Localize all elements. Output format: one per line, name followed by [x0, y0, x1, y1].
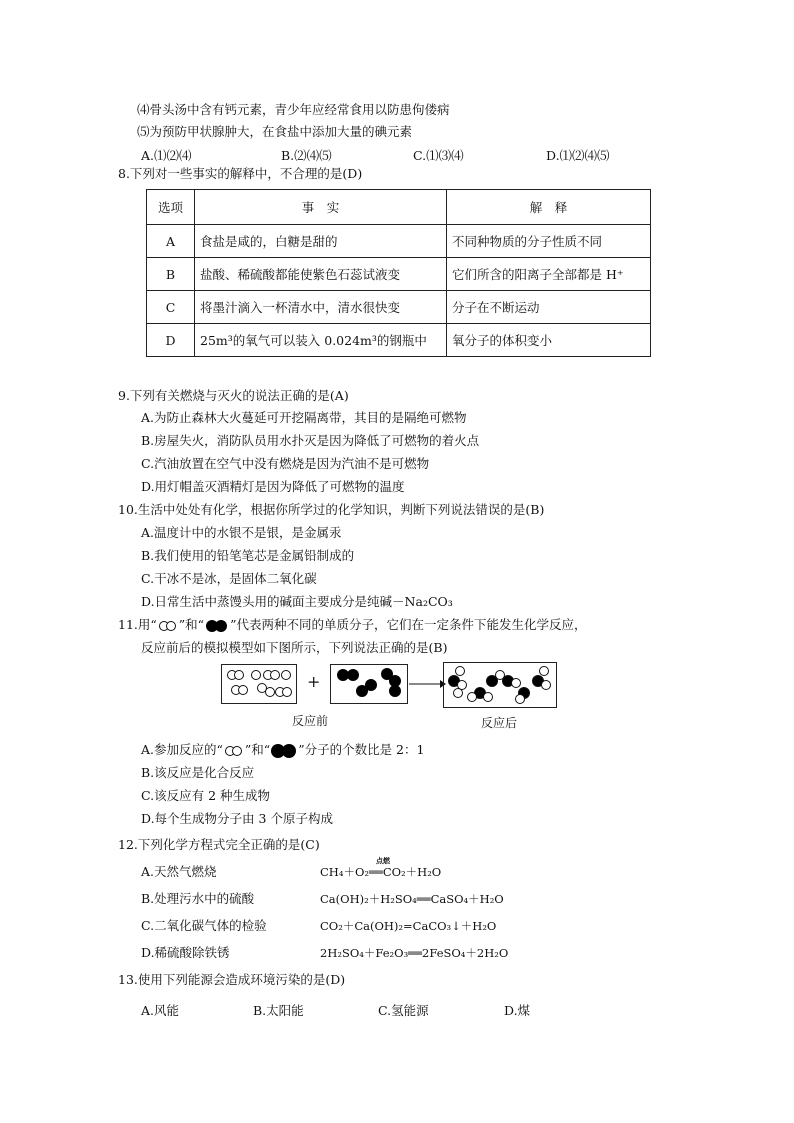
row-option: B [147, 258, 195, 291]
header-fact: 事 实 [195, 190, 447, 225]
table-row [147, 291, 651, 324]
q9-option-a: A.为防止森林大火蔓延可开挖隔离带，其目的是隔绝可燃物 [141, 410, 467, 425]
q11-option-c: C.该反应有 2 种生成物 [141, 788, 270, 803]
q10-stem: 10.生活中处处有化学，根据你所学过的化学知识，判断下列说法错误的是(B) [118, 502, 545, 517]
q7-option-b: B.⑵⑷⑸ [281, 148, 332, 163]
q13-option-d: D.煤 [504, 1003, 531, 1018]
before-box-black-molecules [330, 664, 408, 704]
q12-row-a-equation: CH₄＋O₂══CO₂＋H₂O [320, 865, 442, 879]
row-explanation: 氧分子的体积变小 [447, 324, 651, 357]
row-explanation: 不同种物质的分子性质不同 [447, 225, 651, 258]
label-after-reaction: 反应后 [481, 716, 518, 730]
before-box-white-molecules [221, 664, 297, 704]
after-box-products [443, 662, 557, 708]
q12-row-d-label: D.稀硫酸除铁锈 [141, 945, 230, 960]
table-row [147, 258, 651, 291]
q7-option-d: D.⑴⑵⑷⑸ [546, 148, 610, 163]
q13-stem: 13.使用下列能源会造成环境污染的是(D) [118, 972, 346, 987]
q9-option-b: B.房屋失火，消防队员用水扑灭是因为降低了可燃物的着火点 [141, 433, 480, 448]
row-fact: 将墨汁滴入一杯清水中，清水很快变 [195, 291, 447, 324]
header-option: 选项 [147, 190, 195, 225]
black-molecules-diagram [331, 665, 406, 702]
reaction-arrow-icon [408, 678, 446, 690]
q7-option-c: C.⑴⑶⑷ [413, 148, 464, 163]
q11-stem: 11.用“ ”和“ ”代表两种不同的单质分子，它们在一定条件下能发生化学反应， [118, 617, 587, 632]
q10-option-a: A.温度计中的水银不是银，是金属汞 [141, 525, 342, 540]
black-diatomic-molecule-icon [270, 743, 298, 759]
label-before-reaction: 反应前 [292, 714, 329, 728]
q9-stem: 9.下列有关燃烧与灭火的说法正确的是(A) [118, 388, 349, 403]
q10-option-b: B.我们使用的铅笔笔芯是金属铅制成的 [141, 548, 355, 563]
row-fact: 盐酸、稀硫酸都能使紫色石蕊试液变 [195, 258, 447, 291]
q12-row-c-equation: CO₂＋Ca(OH)₂=CaCO₃↓＋H₂O [320, 919, 497, 933]
q11-option-d: D.每个生成物分子由 3 个原子构成 [141, 811, 333, 826]
q12-stem: 12.下列化学方程式完全正确的是(C) [118, 837, 320, 852]
row-fact: 食盐是咸的，白糖是甜的 [195, 225, 447, 258]
q9-option-d: D.用灯帽盖灭酒精灯是因为降低了可燃物的温度 [141, 479, 405, 494]
q13-options [0, 1001, 794, 1017]
q7-options [0, 146, 794, 162]
q8-table [146, 189, 651, 357]
q7-option-a: A.⑴⑵⑷ [141, 148, 192, 163]
q12-row-a-condition: 点燃 [376, 856, 390, 865]
q11-option-a: A.参加反应的“ ”和“ ”分子的个数比是 2：1 [141, 742, 425, 757]
q12-row-c-label: C.二氧化碳气体的检验 [141, 918, 267, 933]
row-explanation: 它们所含的阳离子全部都是 H⁺ [447, 258, 651, 291]
q12-row-a-label: A.天然气燃烧 [141, 864, 217, 879]
q10-option-c: C.干冰不是冰，是固体二氧化碳 [141, 571, 317, 586]
table-row [147, 324, 651, 357]
q13-option-b: B.太阳能 [253, 1003, 304, 1018]
white-diatomic-molecule-icon [223, 745, 245, 757]
q12-row-b-label: B.处理污水中的硫酸 [141, 891, 255, 906]
q11-option-b: B.该反应是化合反应 [141, 765, 255, 780]
q13-option-c: C.氢能源 [378, 1003, 429, 1018]
header-explanation: 解 释 [447, 190, 651, 225]
row-option: D [147, 324, 195, 357]
q9-option-c: C.汽油放置在空气中没有燃烧是因为汽油不是可燃物 [141, 456, 430, 471]
white-diatomic-molecule-icon [157, 620, 179, 632]
white-molecules-diagram [222, 665, 295, 702]
q7-item4: ⑷骨头汤中含有钙元素，青少年应经常食用以防患佝偻病 [137, 102, 450, 117]
q12-row-b-equation: Ca(OH)₂＋H₂SO₄══CaSO₄＋H₂O [320, 892, 504, 906]
row-fact: 25m³的氧气可以装入 0.024m³的钢瓶中 [195, 324, 447, 357]
black-diatomic-molecule-icon [204, 619, 230, 633]
q12-row-d-equation: 2H₂SO₄＋Fe₂O₃══2FeSO₄＋2H₂O [320, 946, 509, 960]
table-header-row [147, 190, 651, 225]
q10-option-d: D.日常生活中蒸馒头用的碱面主要成分是纯碱－Na₂CO₃ [141, 594, 453, 609]
q13-option-a: A.风能 [141, 1003, 180, 1018]
table-row [147, 225, 651, 258]
q11-stem-line2: 反应前后的模拟模型如下图所示，下列说法正确的是(B) [141, 640, 448, 655]
row-explanation: 分子在不断运动 [447, 291, 651, 324]
q7-item5: ⑸为预防甲状腺肿大，在食盐中添加大量的碘元素 [137, 124, 413, 139]
q8-stem: 8.下列对一些事实的解释中，不合理的是(D) [118, 166, 363, 181]
product-molecules-diagram [444, 663, 555, 706]
plus-sign: + [307, 672, 321, 691]
row-option: C [147, 291, 195, 324]
row-option: A [147, 225, 195, 258]
